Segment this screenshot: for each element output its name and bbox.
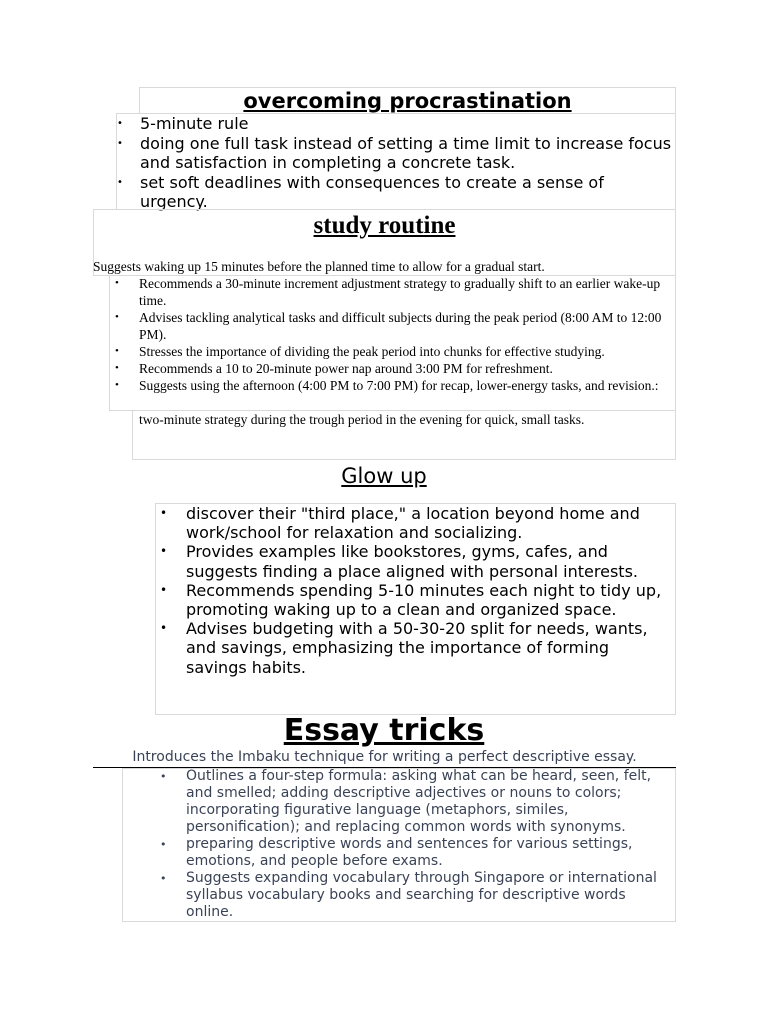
essay-tricks-heading: Essay tricks <box>283 713 485 748</box>
glow-up-list <box>155 504 674 677</box>
list-item: • Stresses the importance of dividing the peak period into chunks for effective studying. <box>109 343 676 360</box>
study-routine-intro: Suggests waking up 15 minutes before the planned time to allow for a gradual start. <box>93 259 545 274</box>
list-item: • doing one full task instead of setting a time limit to increase focus and satisfaction in completing a concrete task. <box>116 134 672 173</box>
list-item: • Provides examples like bookstores, gyms, cafes, and suggests finding a place aligned with personal interests. <box>155 542 674 580</box>
list-item: • Recommends a 30-minute increment adjustment strategy to gradually shift to an earlier wake-up time. <box>109 275 676 309</box>
procrastination-heading: overcoming procrastination <box>139 87 676 114</box>
list-item: • Suggests expanding vocabulary through Singapore or international syllabus vocabulary books and searching for descriptive words online. <box>122 870 676 921</box>
study-routine-list <box>109 275 676 394</box>
list-item: • Outlines a four-step formula: asking what can be heard, seen, felt, and smelled; adding descriptive adjectives or nouns to colors; incorporating figurative language (metaphors, similes, personification); and replacing common words with synonyms. <box>122 768 676 836</box>
list-item: • Advises budgeting with a 50-30-20 split for needs, wants, and savings, emphasizing the importance of forming savings habits. <box>155 619 674 677</box>
list-item: • discover their "third place," a location beyond home and work/school for relaxation and socializing. <box>155 504 674 542</box>
glow-up-heading: Glow up <box>341 464 427 488</box>
essay-tricks-list <box>122 768 676 921</box>
list-item: • preparing descriptive words and sentences for various settings, emotions, and people before exams. <box>122 836 676 870</box>
list-item: • Recommends a 10 to 20-minute power nap around 3:00 PM for refreshment. <box>109 360 676 377</box>
list-item: • set soft deadlines with consequences to create a sense of urgency. <box>116 173 672 212</box>
list-item: • Advises tackling analytical tasks and difficult subjects during the peak period (8:00 AM to 12:00 PM). <box>109 309 676 343</box>
procrastination-list <box>116 114 672 212</box>
study-routine-heading: study routine <box>313 212 456 239</box>
essay-tricks-intro: Introduces the Imbaku technique for writing a perfect descriptive essay. <box>132 749 637 765</box>
list-item: • 5-minute rule <box>116 114 672 134</box>
list-item: • Suggests using the afternoon (4:00 PM to 7:00 PM) for recap, lower-energy tasks, and revision.: <box>109 377 676 394</box>
study-routine-tail: two-minute strategy during the trough period in the evening for quick, small tasks. <box>139 412 585 427</box>
list-item: • Recommends spending 5-10 minutes each night to tidy up, promoting waking up to a clean and organized space. <box>155 581 674 619</box>
